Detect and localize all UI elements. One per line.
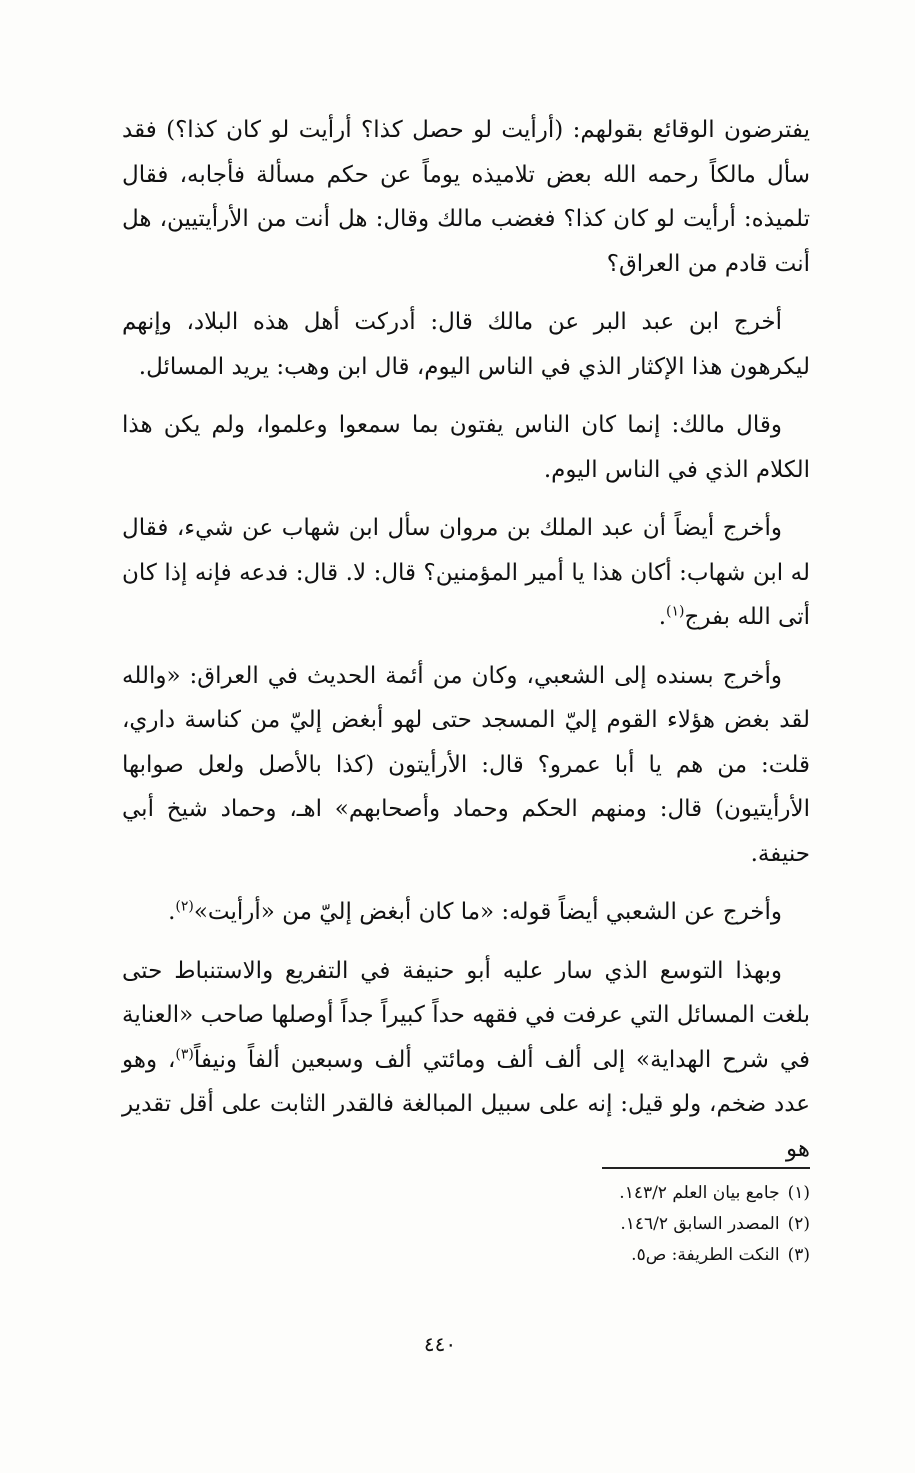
paragraph — [122, 403, 810, 492]
footnote-item — [400, 1178, 810, 1209]
paragraph-text: وأخرج عن الشعبي أيضاً قوله: «ما كان أبغض إليّ من «أرأيت» — [193, 899, 782, 925]
footnote-number: (١) — [787, 1183, 810, 1203]
main-text — [122, 108, 810, 1185]
footnote-ref[interactable]: (٢) — [175, 898, 194, 915]
paragraph-text: وأخرج بسنده إلى الشعبي، وكان من أئمة الحديث في العراق: «والله لقد بغض هؤلاء القوم إليّ المسجد حتى لهو أبغض إليّ من كناسة داري، قلت: من هم يا أبا عمرو؟ قال: الأرأيتون (كذا بالأصل ولعل صوابها الأرأيتيون) قال: ومنهم الحكم وحماد وأصحابهم» اهـ، وحماد شيخ أبي حنيفة. — [122, 662, 810, 867]
paragraph — [122, 300, 810, 389]
footnote-number: (٣) — [787, 1245, 810, 1265]
footnote-ref[interactable]: (٣) — [175, 1045, 194, 1062]
footnote-divider — [602, 1167, 810, 1169]
paragraph-text: يفترضون الوقائع بقولهم: (أرأيت لو حصل كذا؟ أرأيت لو كان كذا؟) فقد سأل مالكاً رحمه الله بعض تلاميذه يوماً عن حكم مسألة فأجابه، فقال تلميذه: أرأيت لو كان كذا؟ فغضب مالك وقال: هل أنت من الأرأيتيين، هل أنت قادم من العراق؟ — [122, 117, 810, 277]
footnote-item — [400, 1209, 810, 1240]
page-number: ٤٤٠ — [423, 1332, 457, 1356]
paragraph-text: وأخرج أيضاً أن عبد الملك بن مروان سأل ابن شهاب عن شيء، فقال له ابن شهاب: أكان هذا يا أمير المؤمنين؟ قال: لا. قال: فدعه فإنه إذا كان أتى الله بفرج — [122, 515, 810, 630]
footnote-number: (٢) — [787, 1214, 810, 1234]
paragraph-text: وبهذا التوسع الذي سار عليه أبو حنيفة في التفريع والاستنباط حتى بلغت المسائل التي عرفت في فقهه حداً كبيراً جداً أوصلها صاحب «العناية في شرح الهداية» إلى ألف ألف ومائتي ألف وسبعين ألفاً ونيفاً — [122, 957, 810, 1073]
footnotes — [400, 1178, 810, 1271]
paragraph — [122, 949, 810, 1172]
footnote-item — [400, 1240, 810, 1271]
paragraph — [122, 108, 810, 286]
footnote-text: جامع بيان العلم ١٤٣/٢. — [619, 1183, 780, 1203]
footnote-text: المصدر السابق ١٤٦/٢. — [620, 1214, 780, 1234]
paragraph — [122, 890, 810, 935]
paragraph — [122, 654, 810, 877]
end-mark: . — [658, 604, 667, 630]
paragraph — [122, 506, 810, 640]
footnote-text: النكت الطريفة: ص٥. — [631, 1245, 780, 1265]
paragraph-text: وقال مالك: إنما كان الناس يفتون بما سمعوا وعلموا، ولم يكن هذا الكلام الذي في الناس اليوم. — [122, 412, 810, 483]
end-mark: . — [168, 899, 176, 925]
footnote-ref[interactable]: (١) — [666, 603, 685, 620]
paragraph-text: ، وهو عدد ضخم، ولو قيل: إنه على سبيل المبالغة فالقدر الثابت على أقل تقدير هو — [122, 1046, 810, 1162]
paragraph-text: أخرج ابن عبد البر عن مالك قال: أدركت أهل هذه البلاد، وإنهم ليكرهون هذا الإكثار الذي في الناس اليوم، قال ابن وهب: يريد المسائل. — [122, 309, 810, 380]
